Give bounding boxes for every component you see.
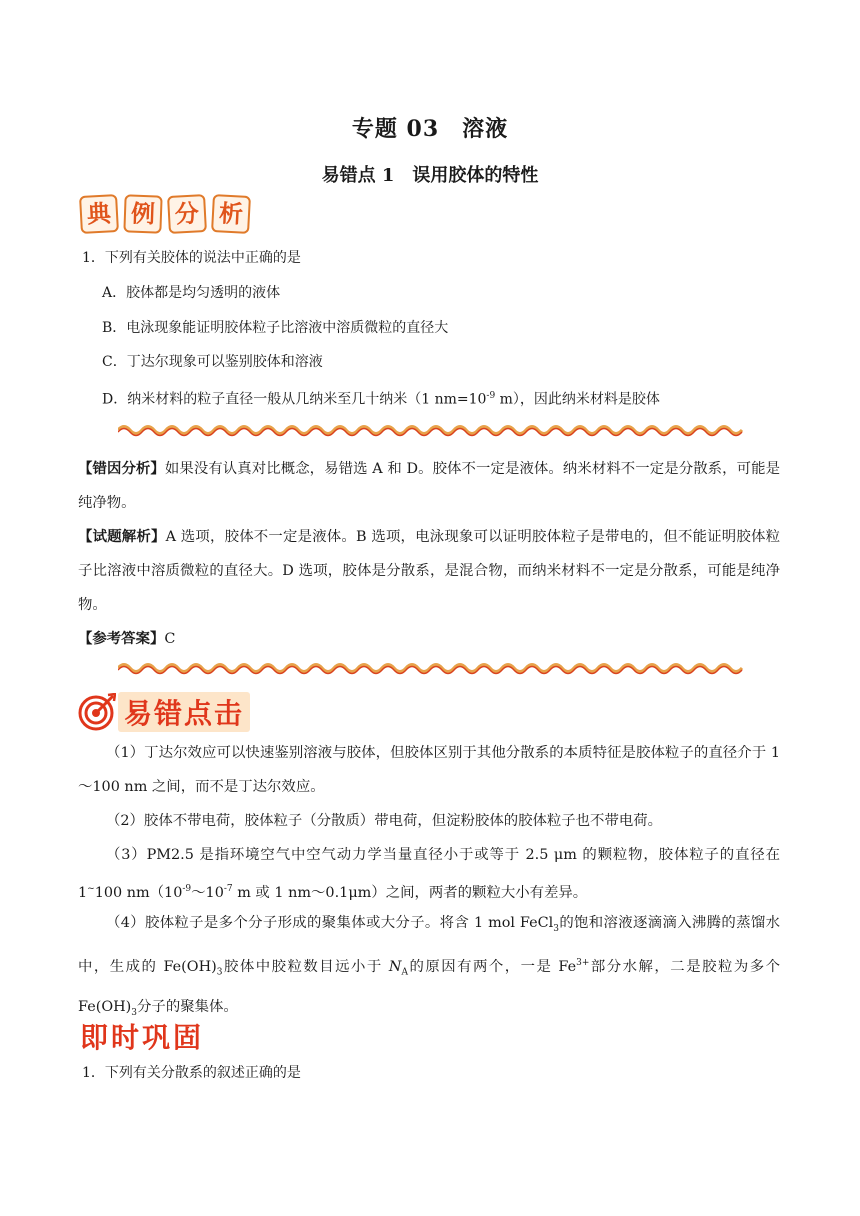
badge-char-2: 例 (123, 194, 162, 233)
error-analysis-text: 如果没有认真对比概念，易错选 A 和 D。胶体不一定是液体。纳米材料不一定是分散系，可能是纯净物。 (78, 461, 780, 511)
pitfall-point-3: （3）PM2.5 是指环境空气中空气动力学当量直径小于或等于 2.5 μm 的颗粒物，胶体粒子的直径在 1~100 $nm(10^{-9}\sim 10^{-7}$ m 或 1 nm～0.1μm）之间，两者的颗粒大小有差异。 (78, 847, 780, 901)
badge-char-3: 分 (167, 194, 207, 234)
solution-analysis (78, 520, 780, 622)
page-title: 专题 03 溶液 (351, 116, 509, 142)
practice-heading: 即时巩固 (80, 1021, 205, 1054)
error-analysis-label: 【错因分析】 (78, 460, 165, 477)
badge-char-4: 析 (211, 194, 251, 234)
answer-label: 【参考答案】 (78, 630, 165, 647)
pitfall-point-1: （1）丁达尔效应可以快速鉴别溶液与胶体，但胶体区别于其他分散系的本质特征是胶体粒子的直径介于 1～100 nm 之间，而不是丁达尔效应。 (78, 745, 780, 795)
example-analysis-badge (80, 195, 256, 233)
practice-question-1-stem: 1．下列有关分散系的叙述正确的是 (82, 1065, 301, 1081)
answer-value: C (164, 631, 176, 647)
error-analysis (78, 452, 780, 520)
pitfall-point-4: （4）胶体粒子是多个分子形成的聚集体或大分子。将含 1 mol FeCl$_3$的饱和溶液逐滴滴入沸腾的蒸馏水中，生成的 $Fe(OH)_3$胶体中胶粒数目远小于 $N_A$的原因有两个，一是 $Fe^{3+}$部分水解，二是胶粒为多个 $Fe(OH)_3$分子的聚集体。 (78, 915, 780, 1018)
wavy-divider (118, 661, 746, 675)
section-subtitle: 易错点 1 误用胶体的特性 (321, 165, 539, 186)
question-1-option-a: A．胶体都是均匀透明的液体 (102, 285, 281, 301)
question-1-stem: 1．下列有关胶体的说法中正确的是 (82, 250, 301, 266)
badge-char-1: 典 (79, 194, 119, 234)
question-1-option-c: C．丁达尔现象可以鉴别胶体和溶液 (102, 354, 323, 370)
pitfalls-heading (78, 692, 250, 732)
question-1-option-d: D．纳米材料的粒子直径一般从几纳米至几十纳米（1 $nm=10^{-9}$ m），因此纳米材料是胶体 (102, 391, 660, 408)
solution-text: A 选项，胶体不一定是液体。B 选项，电泳现象可以证明胶体粒子是带电的，但不能证明胶体粒子比溶液中溶质微粒的直径大。D 选项，胶体是分散系，是混合物，而纳米材料不一定是分散系，可能是纯净物。 (78, 529, 780, 613)
target-icon (78, 693, 116, 731)
wavy-divider (118, 423, 746, 437)
reference-answer (78, 622, 780, 656)
solution-label: 【试题解析】 (78, 528, 166, 545)
pitfalls-heading-text: 易错点击 (118, 692, 250, 732)
question-1-option-b: B．电泳现象能证明胶体粒子比溶液中溶质微粒的直径大 (102, 320, 449, 336)
pitfall-point-2: （2）胶体不带电荷，胶体粒子（分散质）带电荷，但淀粉胶体的胶体粒子也不带电荷。 (106, 813, 663, 829)
